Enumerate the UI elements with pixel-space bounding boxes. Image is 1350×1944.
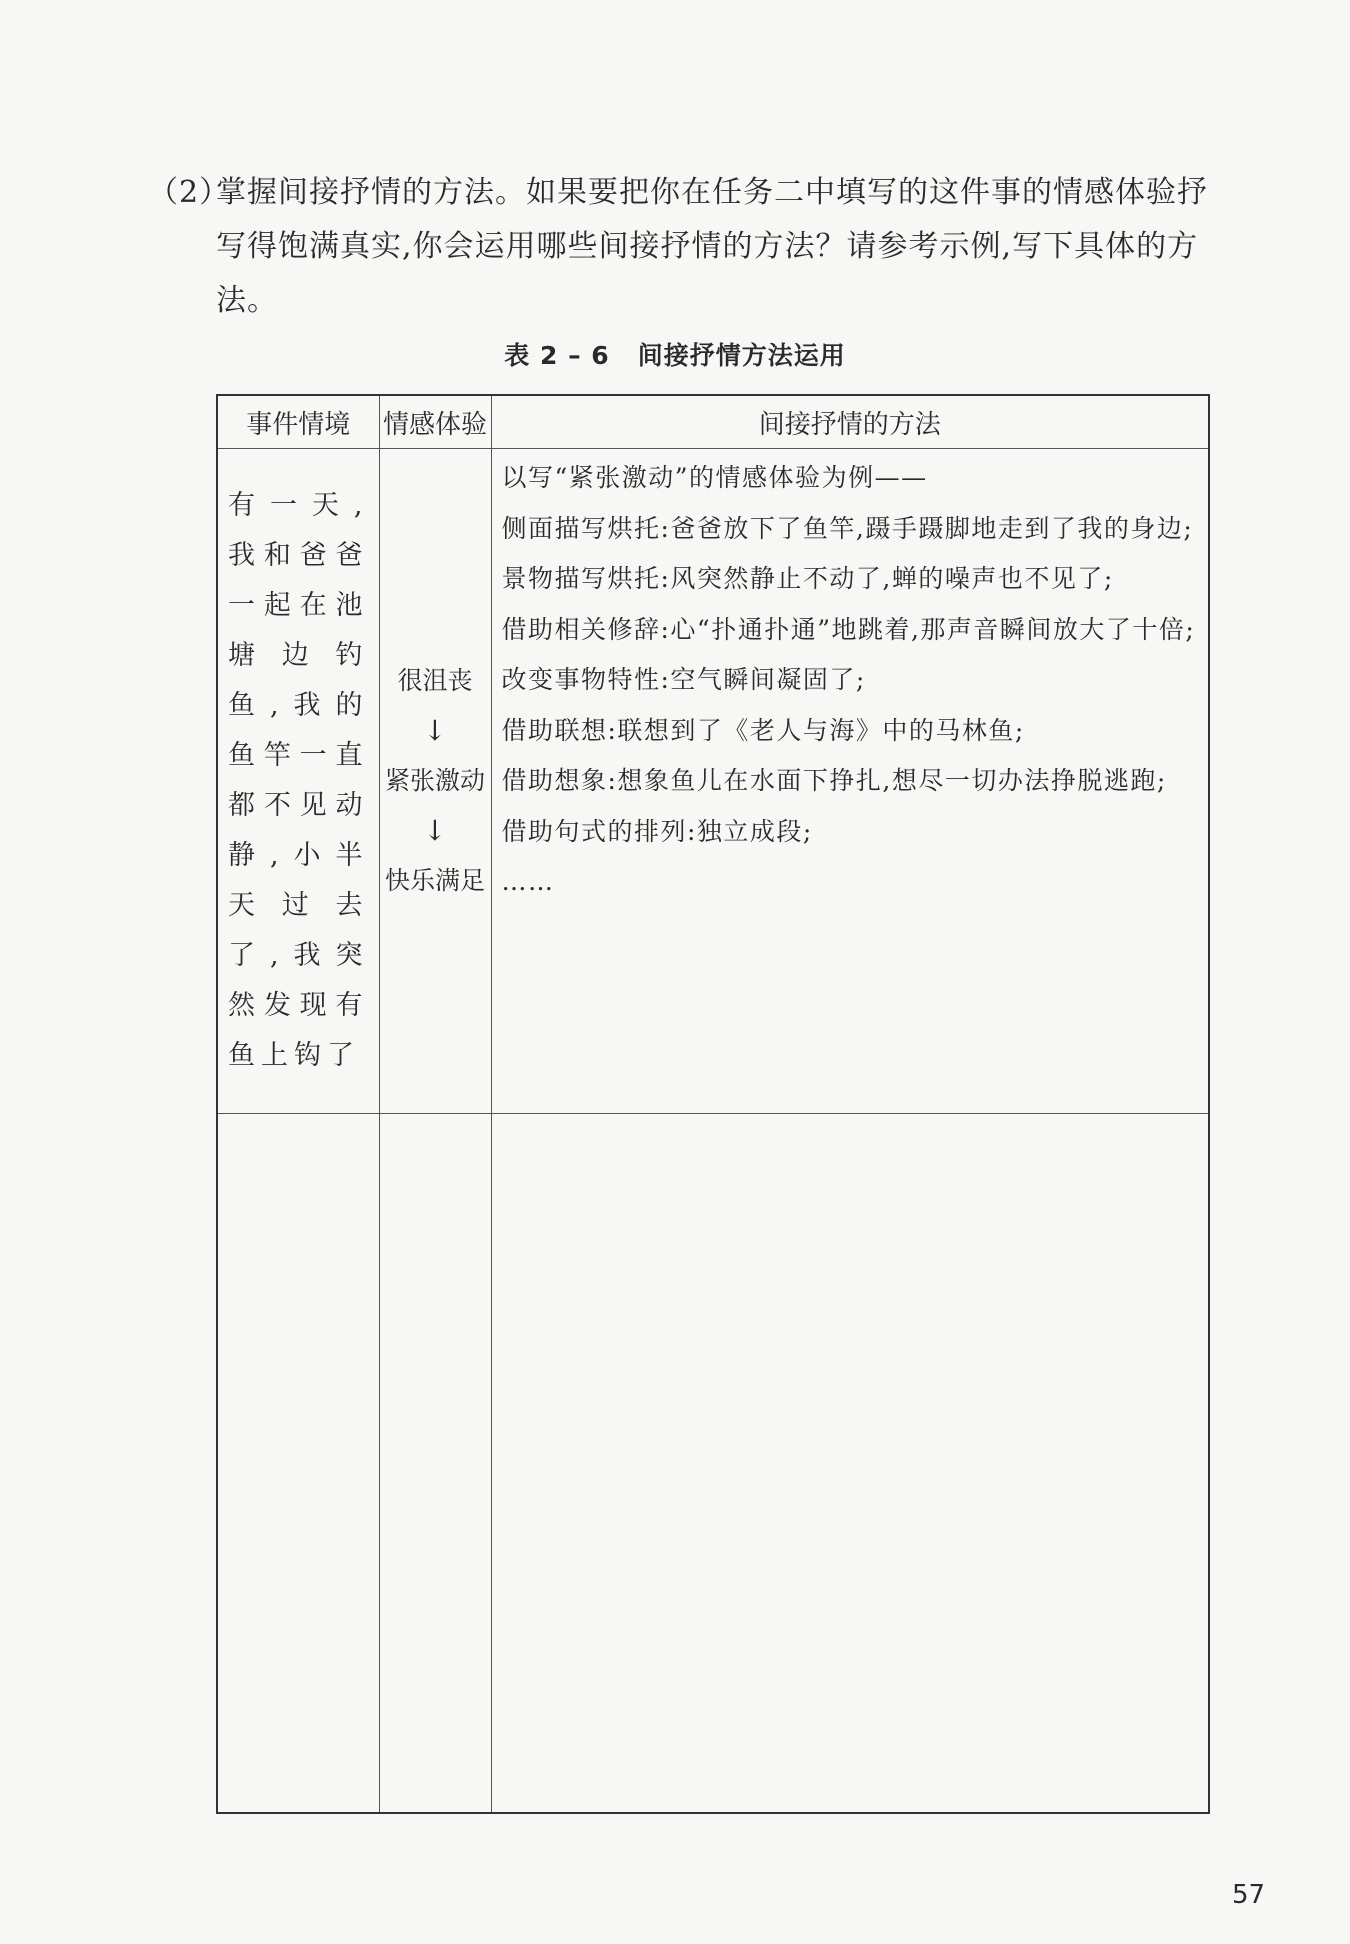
feeling-2: 紧张激动 xyxy=(384,766,485,795)
header-feeling: 情感体验 xyxy=(379,395,491,449)
method-line: 借助联想:联想到了《老人与海》中的马林鱼; xyxy=(501,715,1025,745)
answer-event-cell[interactable] xyxy=(217,1114,379,1814)
question xyxy=(148,166,1216,328)
example-methods xyxy=(491,449,1209,1114)
method-line: 借助相关修辞:心“扑通扑通”地跳着,那声音瞬间放大了十倍; xyxy=(501,614,1196,644)
page-number: 57 xyxy=(1232,1880,1266,1910)
example-row xyxy=(217,449,1209,1114)
table-caption xyxy=(0,336,1350,372)
methods-table xyxy=(216,394,1210,1814)
method-line: …… xyxy=(501,867,555,896)
arrow-down-icon: ↓ xyxy=(423,814,447,847)
arrow-down-icon: ↓ xyxy=(423,714,447,747)
table-caption-title: 间接抒情方法运用 xyxy=(637,341,846,370)
answer-feeling-cell[interactable] xyxy=(379,1114,491,1814)
header-event: 事件情境 xyxy=(217,395,379,449)
answer-methods-cell[interactable] xyxy=(491,1114,1209,1814)
feeling-3: 快乐满足 xyxy=(384,866,485,895)
question-number: （2） xyxy=(148,175,231,210)
example-event: 有一天,我和爸爸一起在池塘边钓鱼,我的鱼竿一直都不见动静,小半天过去了,我突然发现有鱼上钩了 xyxy=(217,449,379,1114)
method-line: 侧面描写烘托:爸爸放下了鱼竿,蹑手蹑脚地走到了我的身边; xyxy=(501,513,1194,543)
method-line: 改变事物特性:空气瞬间凝固了; xyxy=(501,665,866,694)
example-feelings xyxy=(379,449,491,1114)
answer-row xyxy=(217,1114,1209,1814)
method-line: 借助想象:想象鱼儿在水面下挣扎,想尽一切办法挣脱逃跑; xyxy=(501,766,1167,795)
question-text: 掌握间接抒情的方法。如果要把你在任务二中填写的这件事的情感体验抒写得饱满真实,你会运用哪些间接抒情的方法？请参考示例,写下具体的方法。 xyxy=(216,175,1208,318)
feeling-1: 很沮丧 xyxy=(397,666,473,695)
method-line: 以写“紧张激动”的情感体验为例—— xyxy=(501,463,928,492)
method-line: 景物描写烘托:风突然静止不动了,蝉的噪声也不见了; xyxy=(501,564,1114,593)
table-header-row xyxy=(217,395,1209,449)
method-line: 借助句式的排列:独立成段; xyxy=(501,816,813,846)
table-caption-label: 表 2 – 6 xyxy=(504,341,610,370)
header-methods: 间接抒情的方法 xyxy=(491,395,1209,449)
